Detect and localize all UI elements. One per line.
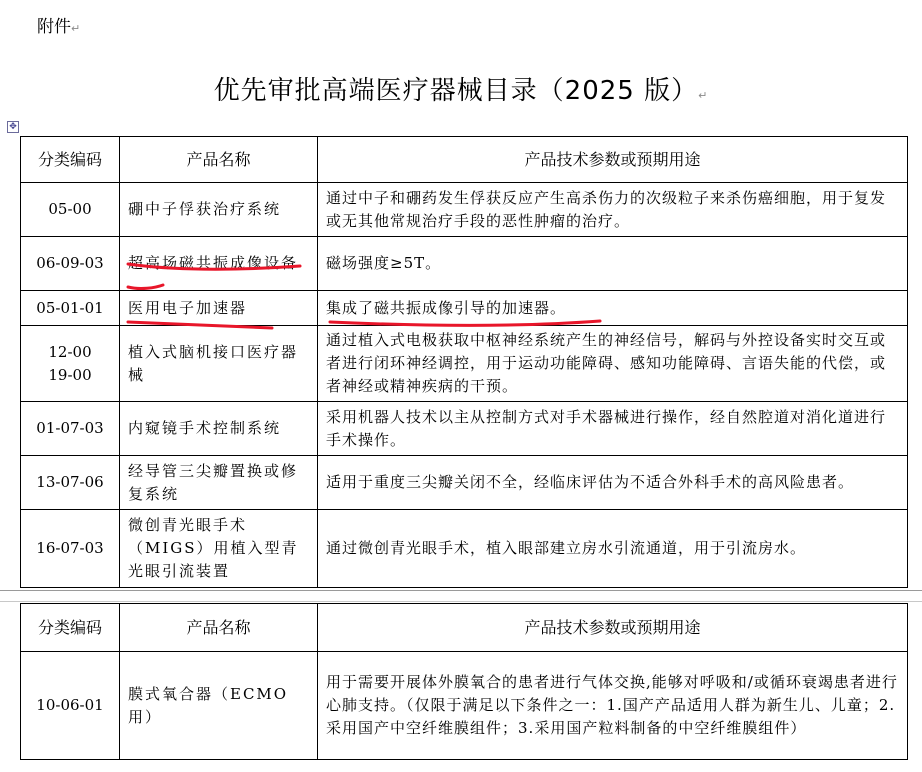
cell-code: 05-01-01 bbox=[21, 291, 120, 326]
header-params: 产品技术参数或预期用途 bbox=[318, 604, 908, 652]
cell-code: 10-06-01 bbox=[21, 652, 120, 760]
cell-params: 磁场强度≥5T。 bbox=[318, 237, 908, 291]
page-break bbox=[0, 590, 922, 602]
table-header-row bbox=[21, 137, 908, 183]
table-row bbox=[21, 652, 908, 760]
cell-name: 经导管三尖瓣置换或修复系统 bbox=[120, 456, 318, 510]
cell-params: 用于需要开展体外膜氧合的患者进行气体交换,能够对呼吸和/或循环衰竭患者进行心肺支持。（仅限于满足以下条件之一：1.国产产品适用人群为新生儿、儿童；2.采用国产中空纤维膜组件；3.采用国产粒料制备的中空纤维膜组件） bbox=[318, 652, 908, 760]
cell-params: 采用机器人技术以主从控制方式对手术器械进行操作，经自然腔道对消化道进行手术操作。 bbox=[318, 402, 908, 456]
table-row bbox=[21, 510, 908, 588]
table-header-row bbox=[21, 604, 908, 652]
table-row bbox=[21, 326, 908, 402]
cell-name: 医用电子加速器 bbox=[120, 291, 318, 326]
catalog-table bbox=[20, 136, 908, 588]
cell-name: 微创青光眼手术（MIGS）用植入型青光眼引流装置 bbox=[120, 510, 318, 588]
table-row bbox=[21, 183, 908, 237]
cell-name: 植入式脑机接口医疗器械 bbox=[120, 326, 318, 402]
cell-params: 适用于重度三尖瓣关闭不全，经临床评估为不适合外科手术的高风险患者。 bbox=[318, 456, 908, 510]
table-row bbox=[21, 402, 908, 456]
header-name: 产品名称 bbox=[120, 604, 318, 652]
header-code: 分类编码 bbox=[21, 604, 120, 652]
cell-code: 06-09-03 bbox=[21, 237, 120, 291]
cell-name: 膜式氧合器（ECMO 用） bbox=[120, 652, 318, 760]
cell-code: 16-07-03 bbox=[21, 510, 120, 588]
table-row bbox=[21, 291, 908, 326]
header-params: 产品技术参数或预期用途 bbox=[318, 137, 908, 183]
header-name: 产品名称 bbox=[120, 137, 318, 183]
cell-code: 01-07-03 bbox=[21, 402, 120, 456]
cell-params: 通过植入式电极获取中枢神经系统产生的神经信号，解码与外控设备实时交互或者进行闭环神经调控，用于运动功能障碍、感知功能障碍、言语失能的代偿，或者神经或精神疾病的干预。 bbox=[318, 326, 908, 402]
cell-params: 集成了磁共振成像引导的加速器。 bbox=[318, 291, 908, 326]
cell-code: 13-07-06 bbox=[21, 456, 120, 510]
move-handle-icon[interactable]: ✥ bbox=[7, 121, 19, 133]
attachment-label: 附件↵ bbox=[37, 17, 81, 37]
catalog-table-continued bbox=[20, 603, 908, 760]
header-code: 分类编码 bbox=[21, 137, 120, 183]
table-row bbox=[21, 456, 908, 510]
table-row bbox=[21, 237, 908, 291]
cell-code: 05-00 bbox=[21, 183, 120, 237]
cell-params: 通过微创青光眼手术，植入眼部建立房水引流通道，用于引流房水。 bbox=[318, 510, 908, 588]
document-title: 优先审批高端医疗器械目录（2025 版）↵ bbox=[213, 76, 709, 106]
cell-name: 超高场磁共振成像设备 bbox=[120, 237, 318, 291]
cell-name: 硼中子俘获治疗系统 bbox=[120, 183, 318, 237]
cell-params: 通过中子和硼药发生俘获反应产生高杀伤力的次级粒子来杀伤癌细胞，用于复发或无其他常规治疗手段的恶性肿瘤的治疗。 bbox=[318, 183, 908, 237]
cell-name: 内窥镜手术控制系统 bbox=[120, 402, 318, 456]
cell-code: 12-00 19-00 bbox=[21, 326, 120, 402]
